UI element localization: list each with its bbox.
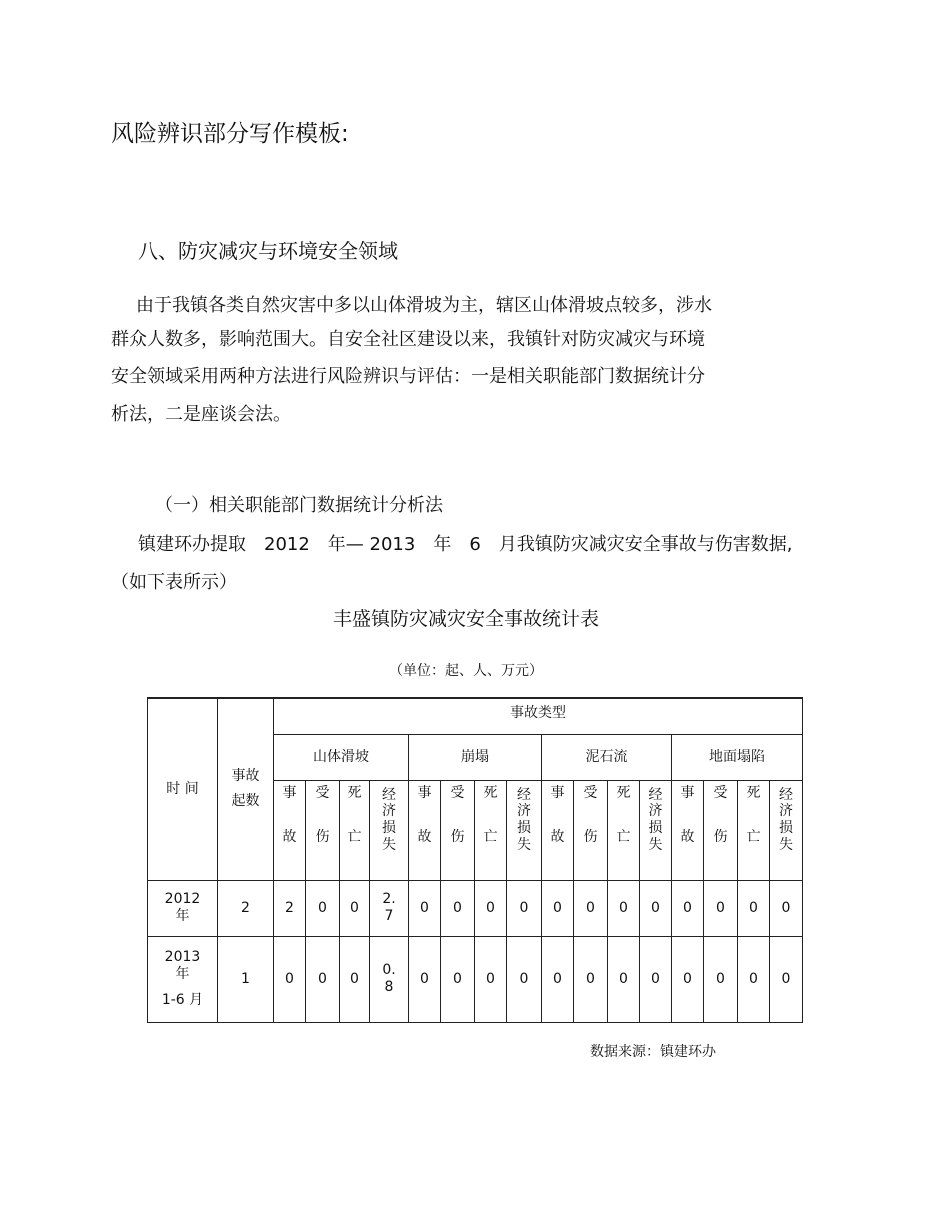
subheader-char: 经 <box>648 786 663 803</box>
count-header-line: 事故 <box>231 768 260 785</box>
subheader-cell <box>340 780 370 880</box>
type-group-header: 事故类型 <box>274 698 803 734</box>
subheader-char: 死 <box>746 784 761 801</box>
subheader-char: 失 <box>517 836 531 853</box>
table-row <box>148 880 803 936</box>
subheader-char: 伤 <box>583 829 598 846</box>
row-value-cell: 0 <box>507 880 542 936</box>
subheader-cell <box>574 780 608 880</box>
row-value-cell: 0 <box>340 880 370 936</box>
table-row <box>148 936 803 1022</box>
subheader-char: 受 <box>315 784 330 801</box>
subheader-loss-cell <box>640 780 672 880</box>
subheader-char: 故 <box>282 829 297 846</box>
subheader-char: 亡 <box>746 829 761 846</box>
subheader-char: 事 <box>550 784 565 801</box>
row-value-cell: 0 <box>475 880 507 936</box>
subheader-char: 济 <box>779 803 793 820</box>
row-value-cell: 0 <box>738 936 770 1022</box>
subheader-char: 经 <box>779 786 793 803</box>
table-caption: 丰盛镇防灾减灾安全事故统计表 <box>332 608 599 630</box>
subheader-char: 损 <box>517 820 531 837</box>
row-value-cell: 0 <box>507 936 542 1022</box>
row-value-cell: 0 <box>672 880 704 936</box>
row-value-cell: 2. 7 <box>370 880 409 936</box>
subheader-char: 亡 <box>347 829 362 846</box>
page-title: 风险辨识部分写作模板: <box>111 121 349 147</box>
row-value-cell: 0 <box>770 880 803 936</box>
subheader-char: 损 <box>779 820 793 837</box>
row-value-cell: 0 <box>542 880 574 936</box>
subheader-char: 故 <box>550 829 565 846</box>
subheader-char: 故 <box>680 829 695 846</box>
subheader-char: 受 <box>450 784 465 801</box>
subheader-char: 济 <box>648 803 663 820</box>
intro-note: （如下表所示） <box>111 572 237 593</box>
row-value-cell: 0 <box>640 880 672 936</box>
row-value-cell: 0. 8 <box>370 936 409 1022</box>
subheader-char: 亡 <box>483 829 498 846</box>
row-value-cell: 0 <box>340 936 370 1022</box>
section-heading: 八、防灾减灾与环境安全领域 <box>138 239 398 263</box>
subheader-char: 事 <box>680 784 695 801</box>
subheader-char: 死 <box>483 784 498 801</box>
subheader-cell <box>409 780 441 880</box>
subheader-cell <box>542 780 574 880</box>
row-value-cell: 0 <box>274 936 306 1022</box>
row-value-cell: 0 <box>409 936 441 1022</box>
row-value-cell: 0 <box>475 936 507 1022</box>
row-value-cell: 0 <box>306 936 340 1022</box>
row-count-cell: 1 <box>218 936 274 1022</box>
subheader-char: 死 <box>616 784 631 801</box>
row-value-cell: 0 <box>574 936 608 1022</box>
subheader-char: 济 <box>517 803 531 820</box>
count-header <box>218 698 274 880</box>
row-value-cell: 0 <box>704 936 738 1022</box>
subheader-char: 济 <box>382 803 396 820</box>
subheader-char: 死 <box>347 784 362 801</box>
row-time-line: 2012 <box>164 891 201 908</box>
row-value-cell: 2 <box>274 880 306 936</box>
subheader-cell <box>475 780 507 880</box>
subheader-cell <box>704 780 738 880</box>
type-header: 泥石流 <box>542 734 672 780</box>
subheader-char: 失 <box>779 836 793 853</box>
row-value-cell: 0 <box>770 936 803 1022</box>
row-value-cell: 0 <box>704 880 738 936</box>
row-value-cell: 0 <box>441 936 475 1022</box>
row-value-cell: 0 <box>574 880 608 936</box>
row-time-line: 1-6 月 <box>161 992 204 1009</box>
subheader-char: 损 <box>648 820 663 837</box>
table-unit: （单位：起、人、万元） <box>389 663 543 679</box>
subsection-heading: （一）相关职能部门数据统计分析法 <box>155 495 443 516</box>
intro-line: 镇建环办提取 2012 年— 2013 年 6 月我镇防灾减灾安全事故与伤害数据, <box>138 534 793 555</box>
row-value-cell: 0 <box>409 880 441 936</box>
subheader-char: 经 <box>517 786 531 803</box>
subheader-char: 伤 <box>713 829 728 846</box>
subheader-char: 经 <box>382 786 396 803</box>
row-value-cell: 0 <box>738 880 770 936</box>
subheader-cell <box>441 780 475 880</box>
row-value-cell: 0 <box>441 880 475 936</box>
row-value-cell: 0 <box>640 936 672 1022</box>
subheader-char: 受 <box>583 784 598 801</box>
row-count-cell: 2 <box>218 880 274 936</box>
subheader-char: 失 <box>648 836 663 853</box>
subheader-loss-cell <box>507 780 542 880</box>
row-time-cell <box>148 936 218 1022</box>
subheader-char: 伤 <box>450 829 465 846</box>
subheader-loss-cell <box>770 780 803 880</box>
subheader-char: 伤 <box>315 829 330 846</box>
subheader-cell <box>306 780 340 880</box>
subheader-char: 事 <box>282 784 297 801</box>
paragraph-line: 析法，二是座谈会法。 <box>111 404 291 425</box>
row-value-cell: 0 <box>672 936 704 1022</box>
type-header: 山体滑坡 <box>274 734 409 780</box>
type-header: 地面塌陷 <box>672 734 803 780</box>
subheader-char: 亡 <box>616 829 631 846</box>
row-value-cell: 0 <box>608 880 640 936</box>
row-time-line: 2013 <box>164 948 201 965</box>
type-header: 崩塌 <box>409 734 542 780</box>
row-time-line: 年 <box>175 965 190 982</box>
subheader-cell <box>738 780 770 880</box>
subheader-char: 损 <box>382 820 396 837</box>
count-header-line: 起数 <box>231 793 260 810</box>
row-time-line: 年 <box>175 908 190 924</box>
subheader-cell <box>274 780 306 880</box>
accident-statistics-table <box>147 697 803 1023</box>
paragraph-line: 安全领域采用两种方法进行风险辨识与评估：一是相关职能部门数据统计分 <box>111 366 705 387</box>
subheader-char: 失 <box>382 836 396 853</box>
paragraph-line: 由于我镇各类自然灾害中多以山体滑坡为主，辖区山体滑坡点较多，涉水 <box>136 295 712 316</box>
subheader-loss-cell <box>370 780 409 880</box>
subheader-char: 故 <box>417 829 432 846</box>
row-value-cell: 0 <box>608 936 640 1022</box>
subheader-cell <box>608 780 640 880</box>
subheader-cell <box>672 780 704 880</box>
paragraph-line: 群众人数多，影响范围大。自安全社区建设以来，我镇针对防灾减灾与环境 <box>111 329 705 350</box>
subheader-char: 事 <box>417 784 432 801</box>
row-value-cell: 0 <box>542 936 574 1022</box>
subheader-char: 受 <box>713 784 728 801</box>
data-source-note: 数据来源：镇建环办 <box>590 1044 716 1060</box>
row-time-cell <box>148 880 218 936</box>
row-value-cell: 0 <box>306 880 340 936</box>
time-header: 时 间 <box>148 698 218 880</box>
